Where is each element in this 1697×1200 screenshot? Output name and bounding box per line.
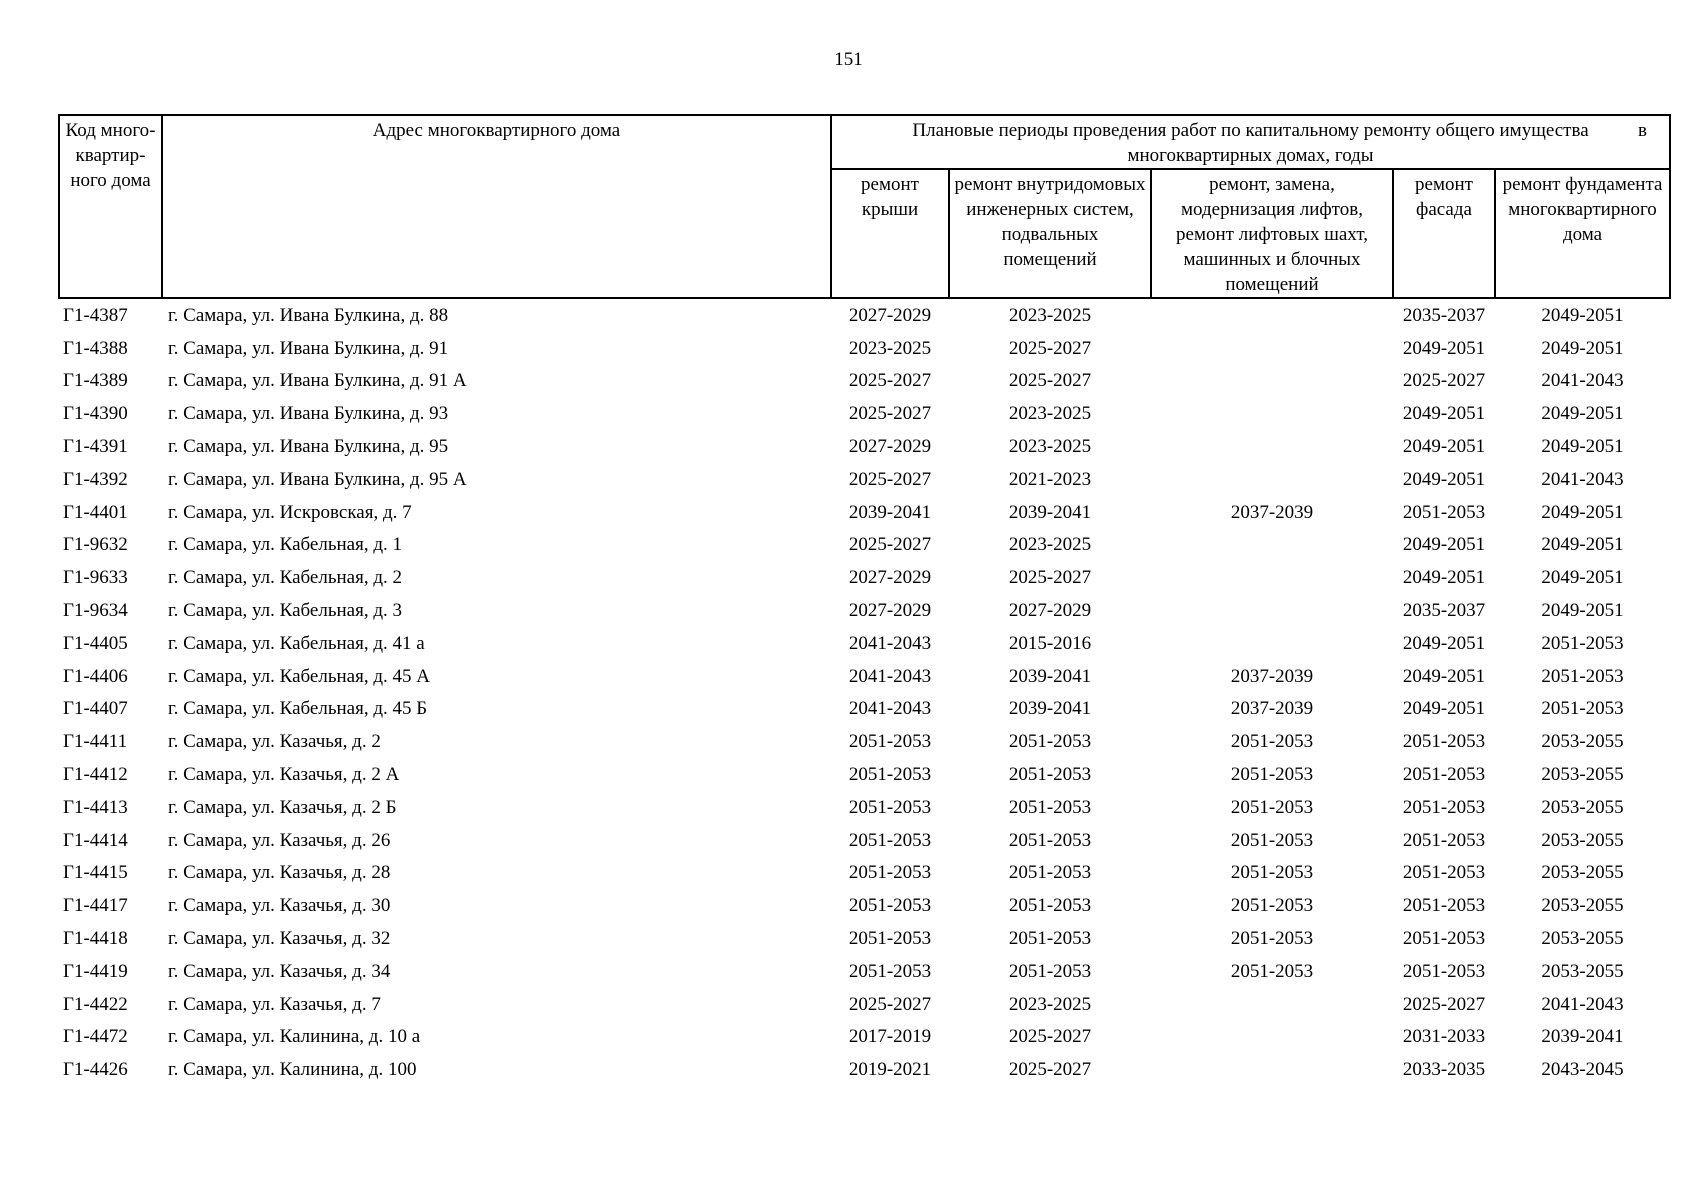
cell-address: г. Самара, ул. Кабельная, д. 1 <box>168 534 403 556</box>
cell-elevators <box>1151 1021 1393 1054</box>
table-row <box>59 660 1670 693</box>
cell-code: Г1-4419 <box>63 960 128 982</box>
cell-facade: 2051-2053 <box>1402 829 1486 851</box>
header-foundation: ремонт фундамента многоквартирного дома <box>1495 169 1670 298</box>
cell-engineering: 2051-2053 <box>1008 895 1092 917</box>
cell-foundation: 2049-2051 <box>1541 337 1624 359</box>
cell-code: Г1-4418 <box>63 928 128 950</box>
cell-elevators <box>1151 298 1393 332</box>
table-row <box>59 496 1670 529</box>
cell-engineering: 2051-2053 <box>1008 862 1092 884</box>
cell-code: Г1-4388 <box>63 337 128 359</box>
cell-foundation: 2049-2051 <box>1541 600 1624 622</box>
cell-code: Г1-4415 <box>63 862 128 884</box>
cell-foundation: 2049-2051 <box>1541 567 1624 589</box>
cell-roof: 2019-2021 <box>848 1059 932 1081</box>
table-row <box>59 594 1670 627</box>
cell-foundation: 2053-2055 <box>1541 895 1624 917</box>
cell-roof: 2039-2041 <box>848 501 932 523</box>
cell-address: г. Самара, ул. Искровская, д. 7 <box>168 501 412 523</box>
header-roof: ремонт крыши <box>831 169 949 298</box>
cell-roof: 2025-2027 <box>848 370 932 392</box>
cell-facade: 2051-2053 <box>1402 960 1486 982</box>
cell-engineering: 2025-2027 <box>1008 337 1092 359</box>
cell-code: Г1-4406 <box>63 665 128 687</box>
table-row <box>59 693 1670 726</box>
cell-foundation: 2053-2055 <box>1541 731 1624 753</box>
cell-engineering: 2025-2027 <box>1008 1059 1092 1081</box>
cell-foundation: 2041-2043 <box>1541 993 1624 1015</box>
cell-facade: 2051-2053 <box>1402 501 1486 523</box>
cell-engineering: 2051-2053 <box>1008 731 1092 753</box>
table-row <box>59 857 1670 890</box>
cell-roof: 2051-2053 <box>848 764 932 786</box>
header-code: Код много-квартир-ного дома <box>59 115 162 298</box>
cell-code: Г1-9632 <box>63 534 128 556</box>
cell-engineering: 2027-2029 <box>1008 600 1092 622</box>
table-row <box>59 627 1670 660</box>
cell-foundation: 2041-2043 <box>1541 468 1624 490</box>
table-row <box>59 561 1670 594</box>
cell-facade: 2035-2037 <box>1402 304 1486 326</box>
cell-engineering: 2025-2027 <box>1008 370 1092 392</box>
table-row <box>59 922 1670 955</box>
cell-address: г. Самара, ул. Калинина, д. 100 <box>168 1059 417 1081</box>
cell-code: Г1-4401 <box>63 501 128 523</box>
cell-address: г. Самара, ул. Кабельная, д. 2 <box>168 567 403 589</box>
cell-roof: 2025-2027 <box>848 993 932 1015</box>
cell-roof: 2025-2027 <box>848 403 932 425</box>
cell-facade: 2051-2053 <box>1402 862 1486 884</box>
cell-address: г. Самара, ул. Казачья, д. 2 А <box>168 764 400 786</box>
cell-elevators <box>1151 365 1393 398</box>
page-number: 151 <box>834 49 863 70</box>
table-row <box>59 725 1670 758</box>
cell-elevators <box>1151 332 1393 365</box>
cell-address: г. Самара, ул. Кабельная, д. 45 А <box>168 665 430 687</box>
cell-elevators <box>1151 988 1393 1021</box>
cell-code: Г1-4414 <box>63 829 128 851</box>
cell-address: г. Самара, ул. Казачья, д. 7 <box>168 993 381 1015</box>
cell-engineering: 2023-2025 <box>1008 436 1092 458</box>
cell-code: Г1-4392 <box>63 468 128 490</box>
cell-address: г. Самара, ул. Казачья, д. 28 <box>168 862 391 884</box>
cell-address: г. Самара, ул. Ивана Булкина, д. 88 <box>168 304 449 326</box>
cell-address: г. Самара, ул. Ивана Булкина, д. 91 <box>168 337 449 359</box>
cell-roof: 2025-2027 <box>848 468 932 490</box>
cell-code: Г1-4422 <box>63 993 128 1015</box>
cell-engineering: 2023-2025 <box>1008 403 1092 425</box>
table-row <box>59 463 1670 496</box>
cell-foundation: 2039-2041 <box>1541 1026 1624 1048</box>
cell-code: Г1-4387 <box>63 304 128 326</box>
cell-address: г. Самара, ул. Кабельная, д. 3 <box>168 600 403 622</box>
cell-engineering: 2023-2025 <box>1008 304 1092 326</box>
cell-roof: 2041-2043 <box>848 698 932 720</box>
cell-engineering: 2015-2016 <box>1008 632 1092 654</box>
cell-address: г. Самара, ул. Калинина, д. 10 а <box>168 1026 421 1048</box>
cell-code: Г1-4413 <box>63 796 128 818</box>
cell-engineering: 2025-2027 <box>1008 1026 1092 1048</box>
header-facade: ремонт фасада <box>1393 169 1495 298</box>
cell-elevators: 2037-2039 <box>1230 501 1314 523</box>
header-planned-periods <box>831 115 1670 169</box>
table-row <box>59 1053 1670 1086</box>
cell-foundation: 2051-2053 <box>1541 665 1624 687</box>
cell-facade: 2051-2053 <box>1402 796 1486 818</box>
table-row <box>59 988 1670 1021</box>
cell-engineering: 2023-2025 <box>1008 993 1092 1015</box>
cell-engineering: 2025-2027 <box>1008 567 1092 589</box>
cell-roof: 2027-2029 <box>848 567 932 589</box>
table-row <box>59 529 1670 562</box>
header-planned-periods-trail: в <box>1638 120 1648 141</box>
cell-elevators: 2037-2039 <box>1230 665 1314 687</box>
cell-foundation: 2049-2051 <box>1541 304 1624 326</box>
cell-facade: 2051-2053 <box>1402 764 1486 786</box>
cell-address: г. Самара, ул. Ивана Булкина, д. 91 А <box>168 370 467 392</box>
cell-elevators: 2051-2053 <box>1230 862 1314 884</box>
cell-engineering: 2039-2041 <box>1008 665 1092 687</box>
cell-roof: 2051-2053 <box>848 895 932 917</box>
cell-elevators <box>1151 397 1393 430</box>
table-row <box>59 1021 1670 1054</box>
cell-address: г. Самара, ул. Казачья, д. 2 <box>168 731 381 753</box>
cell-address: г. Самара, ул. Ивана Булкина, д. 95 А <box>168 468 467 490</box>
cell-foundation: 2051-2053 <box>1541 632 1624 654</box>
cell-roof: 2051-2053 <box>848 862 932 884</box>
cell-facade: 2033-2035 <box>1402 1059 1486 1081</box>
cell-facade: 2049-2051 <box>1402 403 1486 425</box>
header-planned-periods-line1: Плановые периоды проведения работ по капитальному ремонту общего имущества <box>912 120 1589 141</box>
cell-foundation: 2053-2055 <box>1541 862 1624 884</box>
cell-code: Г1-9633 <box>63 567 128 589</box>
cell-foundation: 2053-2055 <box>1541 764 1624 786</box>
cell-elevators <box>1151 627 1393 660</box>
cell-roof: 2051-2053 <box>848 960 932 982</box>
cell-code: Г1-4390 <box>63 403 128 425</box>
cell-facade: 2049-2051 <box>1402 632 1486 654</box>
cell-address: г. Самара, ул. Кабельная, д. 45 Б <box>168 698 428 720</box>
cell-elevators: 2051-2053 <box>1230 796 1314 818</box>
table-header <box>59 115 1670 298</box>
cell-code: Г1-4426 <box>63 1059 128 1081</box>
cell-address: г. Самара, ул. Ивана Булкина, д. 93 <box>168 403 449 425</box>
cell-facade: 2049-2051 <box>1402 468 1486 490</box>
cell-foundation: 2053-2055 <box>1541 829 1624 851</box>
cell-facade: 2051-2053 <box>1402 928 1486 950</box>
cell-elevators: 2051-2053 <box>1230 928 1314 950</box>
cell-elevators <box>1151 1053 1393 1086</box>
header-planned-periods-line2: многоквартирных домах, годы <box>1127 145 1374 166</box>
cell-elevators: 2037-2039 <box>1230 698 1314 720</box>
cell-roof: 2017-2019 <box>848 1026 932 1048</box>
cell-engineering: 2051-2053 <box>1008 960 1092 982</box>
cell-foundation: 2049-2051 <box>1541 501 1624 523</box>
cell-roof: 2025-2027 <box>848 534 932 556</box>
cell-engineering: 2051-2053 <box>1008 829 1092 851</box>
cell-roof: 2027-2029 <box>848 600 932 622</box>
cell-foundation: 2049-2051 <box>1541 436 1624 458</box>
cell-elevators: 2051-2053 <box>1230 829 1314 851</box>
cell-foundation: 2053-2055 <box>1541 928 1624 950</box>
cell-facade: 2051-2053 <box>1402 731 1486 753</box>
cell-address: г. Самара, ул. Казачья, д. 34 <box>168 960 391 982</box>
cell-facade: 2051-2053 <box>1402 895 1486 917</box>
cell-foundation: 2049-2051 <box>1541 403 1624 425</box>
cell-engineering: 2039-2041 <box>1008 501 1092 523</box>
cell-foundation: 2043-2045 <box>1541 1059 1624 1081</box>
cell-facade: 2049-2051 <box>1402 337 1486 359</box>
cell-facade: 2035-2037 <box>1402 600 1486 622</box>
cell-code: Г1-4389 <box>63 370 128 392</box>
cell-roof: 2027-2029 <box>848 304 932 326</box>
cell-code: Г1-4391 <box>63 436 128 458</box>
header-elevators: ремонт, замена, модернизация лифтов, ремонт лифтовых шахт, машинных и блочных помещений <box>1151 169 1393 298</box>
cell-elevators <box>1151 463 1393 496</box>
cell-roof: 2023-2025 <box>848 337 932 359</box>
cell-elevators <box>1151 561 1393 594</box>
cell-address: г. Самара, ул. Ивана Булкина, д. 95 <box>168 436 449 458</box>
cell-roof: 2041-2043 <box>848 632 932 654</box>
cell-address: г. Самара, ул. Казачья, д. 26 <box>168 829 391 851</box>
table-row <box>59 397 1670 430</box>
cell-code: Г1-4417 <box>63 895 128 917</box>
cell-facade: 2049-2051 <box>1402 567 1486 589</box>
cell-roof: 2051-2053 <box>848 928 932 950</box>
cell-foundation: 2051-2053 <box>1541 698 1624 720</box>
cell-facade: 2049-2051 <box>1402 665 1486 687</box>
cell-facade: 2025-2027 <box>1402 370 1486 392</box>
cell-roof: 2051-2053 <box>848 731 932 753</box>
cell-engineering: 2051-2053 <box>1008 796 1092 818</box>
cell-elevators: 2051-2053 <box>1230 895 1314 917</box>
cell-roof: 2051-2053 <box>848 796 932 818</box>
cell-engineering: 2039-2041 <box>1008 698 1092 720</box>
cell-facade: 2049-2051 <box>1402 534 1486 556</box>
cell-code: Г1-4407 <box>63 698 128 720</box>
table-row <box>59 430 1670 463</box>
cell-roof: 2051-2053 <box>848 829 932 851</box>
cell-elevators: 2051-2053 <box>1230 731 1314 753</box>
cell-address: г. Самара, ул. Казачья, д. 30 <box>168 895 391 917</box>
header-address: Адрес многоквартирного дома <box>162 115 831 298</box>
cell-facade: 2025-2027 <box>1402 993 1486 1015</box>
table-row <box>59 365 1670 398</box>
cell-elevators <box>1151 529 1393 562</box>
cell-foundation: 2053-2055 <box>1541 796 1624 818</box>
cell-elevators: 2051-2053 <box>1230 960 1314 982</box>
cell-engineering: 2051-2053 <box>1008 928 1092 950</box>
cell-roof: 2027-2029 <box>848 436 932 458</box>
table-row <box>59 955 1670 988</box>
cell-code: Г1-4412 <box>63 764 128 786</box>
table-row <box>59 889 1670 922</box>
table-row <box>59 758 1670 791</box>
table-body <box>59 298 1670 1086</box>
capital-repair-schedule-table <box>58 114 1671 1086</box>
table-row <box>59 824 1670 857</box>
cell-code: Г1-9634 <box>63 600 128 622</box>
cell-foundation: 2041-2043 <box>1541 370 1624 392</box>
cell-foundation: 2053-2055 <box>1541 960 1624 982</box>
cell-engineering: 2021-2023 <box>1008 468 1092 490</box>
cell-code: Г1-4472 <box>63 1026 128 1048</box>
cell-engineering: 2023-2025 <box>1008 534 1092 556</box>
cell-code: Г1-4411 <box>63 731 128 753</box>
cell-code: Г1-4405 <box>63 632 128 654</box>
cell-facade: 2049-2051 <box>1402 698 1486 720</box>
cell-elevators <box>1151 430 1393 463</box>
cell-facade: 2031-2033 <box>1402 1026 1486 1048</box>
cell-foundation: 2049-2051 <box>1541 534 1624 556</box>
cell-facade: 2049-2051 <box>1402 436 1486 458</box>
table-row <box>59 791 1670 824</box>
cell-address: г. Самара, ул. Кабельная, д. 41 а <box>168 632 425 654</box>
table-row <box>59 332 1670 365</box>
cell-elevators: 2051-2053 <box>1230 764 1314 786</box>
cell-elevators <box>1151 594 1393 627</box>
cell-roof: 2041-2043 <box>848 665 932 687</box>
header-engineering: ремонт внутридомовых инженерных систем, подвальных помещений <box>949 169 1151 298</box>
table-row <box>59 298 1670 332</box>
cell-engineering: 2051-2053 <box>1008 764 1092 786</box>
cell-address: г. Самара, ул. Казачья, д. 2 Б <box>168 796 397 818</box>
cell-address: г. Самара, ул. Казачья, д. 32 <box>168 928 391 950</box>
